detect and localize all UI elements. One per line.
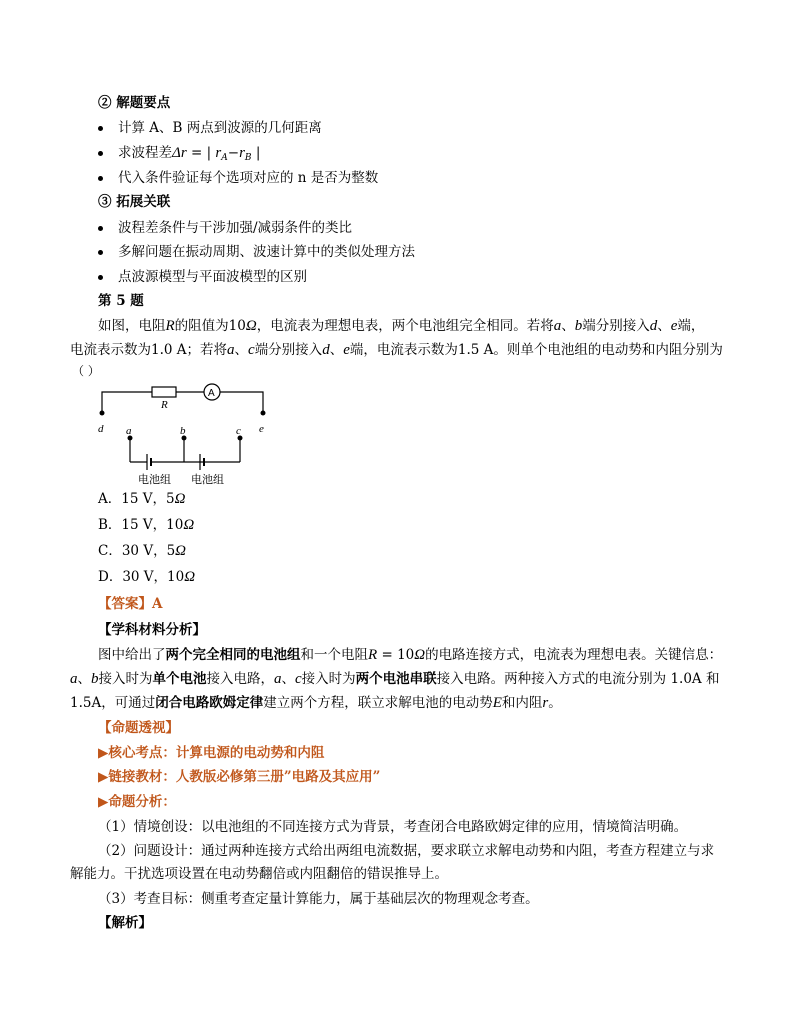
- perspective-title: 【命题透视】: [98, 720, 179, 736]
- analysis-title: 【学科材料分析】: [98, 622, 206, 638]
- label-c: c: [236, 425, 241, 437]
- analysis-line-2: a、b接入时为单个电池接入电路，a、c接入时为两个电池串联接入电路。两种接入方式的电流分别为 1.0A 和: [70, 671, 720, 687]
- core-point: ▶核心考点：计算电源的电动势和内阻: [98, 745, 325, 761]
- list-item: 求波程差Δr = | $r_A-r_B$ |: [118, 145, 261, 163]
- section-heading-key-points: ② 解题要点: [98, 95, 171, 111]
- analysis-item-2a: （2）问题设计：通过两种连接方式给出两组电流数据，要求联立求解电动势和内阻，考查方程建立与求: [98, 843, 715, 859]
- answer: 【答案】A: [98, 596, 163, 612]
- analysis-heading: ▶命题分析：: [98, 794, 176, 810]
- solution-title: 【解析】: [98, 915, 152, 931]
- analysis-line-1: 图中给出了两个完全相同的电池组和一个电阻R = 10Ω的电路连接方式，电流表为理想电表。关键信息：: [98, 647, 723, 663]
- question-blank: （ ）: [72, 364, 100, 378]
- analysis-line-3: 1.5A，可通过闭合电路欧姆定律建立两个方程，联立求解电池的电动势E和内阻r。: [70, 695, 562, 711]
- list-item: 点波源模型与平面波模型的区别: [118, 269, 307, 285]
- bullet-icon: [98, 226, 103, 231]
- section-heading-extension: ③ 拓展关联: [98, 194, 171, 210]
- terminal-e: [261, 411, 266, 416]
- terminal-d: [100, 411, 105, 416]
- analysis-item-2b: 解能力。干扰选项设置在电动势翻倍或内阻翻倍的错误推导上。: [70, 866, 448, 882]
- bullet-icon: [98, 250, 103, 255]
- question-title: 第 5 题: [98, 293, 144, 309]
- label-d: d: [98, 423, 104, 435]
- option-c: C．30 V，5Ω: [98, 543, 187, 559]
- resistor: [152, 387, 176, 397]
- analysis-item-1: （1）情境创设：以电池组的不同连接方式为背景，考查闭合电路欧姆定律的应用，情境简洁明确。: [98, 819, 688, 835]
- label-R: R: [161, 399, 168, 411]
- list-item: 波程差条件与干涉加强/减弱条件的类比: [118, 220, 353, 236]
- label-A: A: [208, 388, 215, 399]
- list-item: 计算 A、B 两点到波源的几何距离: [118, 120, 322, 136]
- option-d: D．30 V，10Ω: [98, 569, 196, 585]
- bullet-icon: [98, 126, 103, 131]
- bullet-icon: [98, 151, 103, 156]
- question-stem-line-1: 如图，电阻R的阻值为10Ω，电流表为理想电表，两个电池组完全相同。若将a、b端分别接入d、e端，: [98, 318, 705, 334]
- list-item: 多解问题在振动周期、波速计算中的类似处理方法: [118, 244, 415, 260]
- label-e: e: [259, 423, 264, 435]
- textbook-link: ▶链接教材：人教版必修第三册”电路及其应用”: [98, 769, 381, 785]
- option-a: A．15 V，5Ω: [98, 491, 186, 507]
- circuit-diagram: [90, 380, 290, 490]
- option-b: B．15 V，10Ω: [98, 517, 195, 533]
- question-stem-line-2: 电流表示数为1.0 A；若将a、c端分别接入d、e端，电流表示数为1.5 A。则单个电池组的电动势和内阻分别为: [70, 342, 723, 358]
- analysis-item-3: （3）考查目标：侧重考查定量计算能力，属于基础层次的物理观念考查。: [98, 891, 539, 907]
- label-b: b: [180, 425, 186, 437]
- label-a: a: [126, 425, 132, 437]
- battery-label-1: 电池组: [138, 473, 171, 486]
- battery-label-2: 电池组: [191, 473, 224, 486]
- bullet-icon: [98, 176, 103, 181]
- list-item: 代入条件验证每个选项对应的 n 是否为整数: [118, 170, 379, 186]
- wire-top: [102, 392, 152, 412]
- bullet-icon: [98, 275, 103, 280]
